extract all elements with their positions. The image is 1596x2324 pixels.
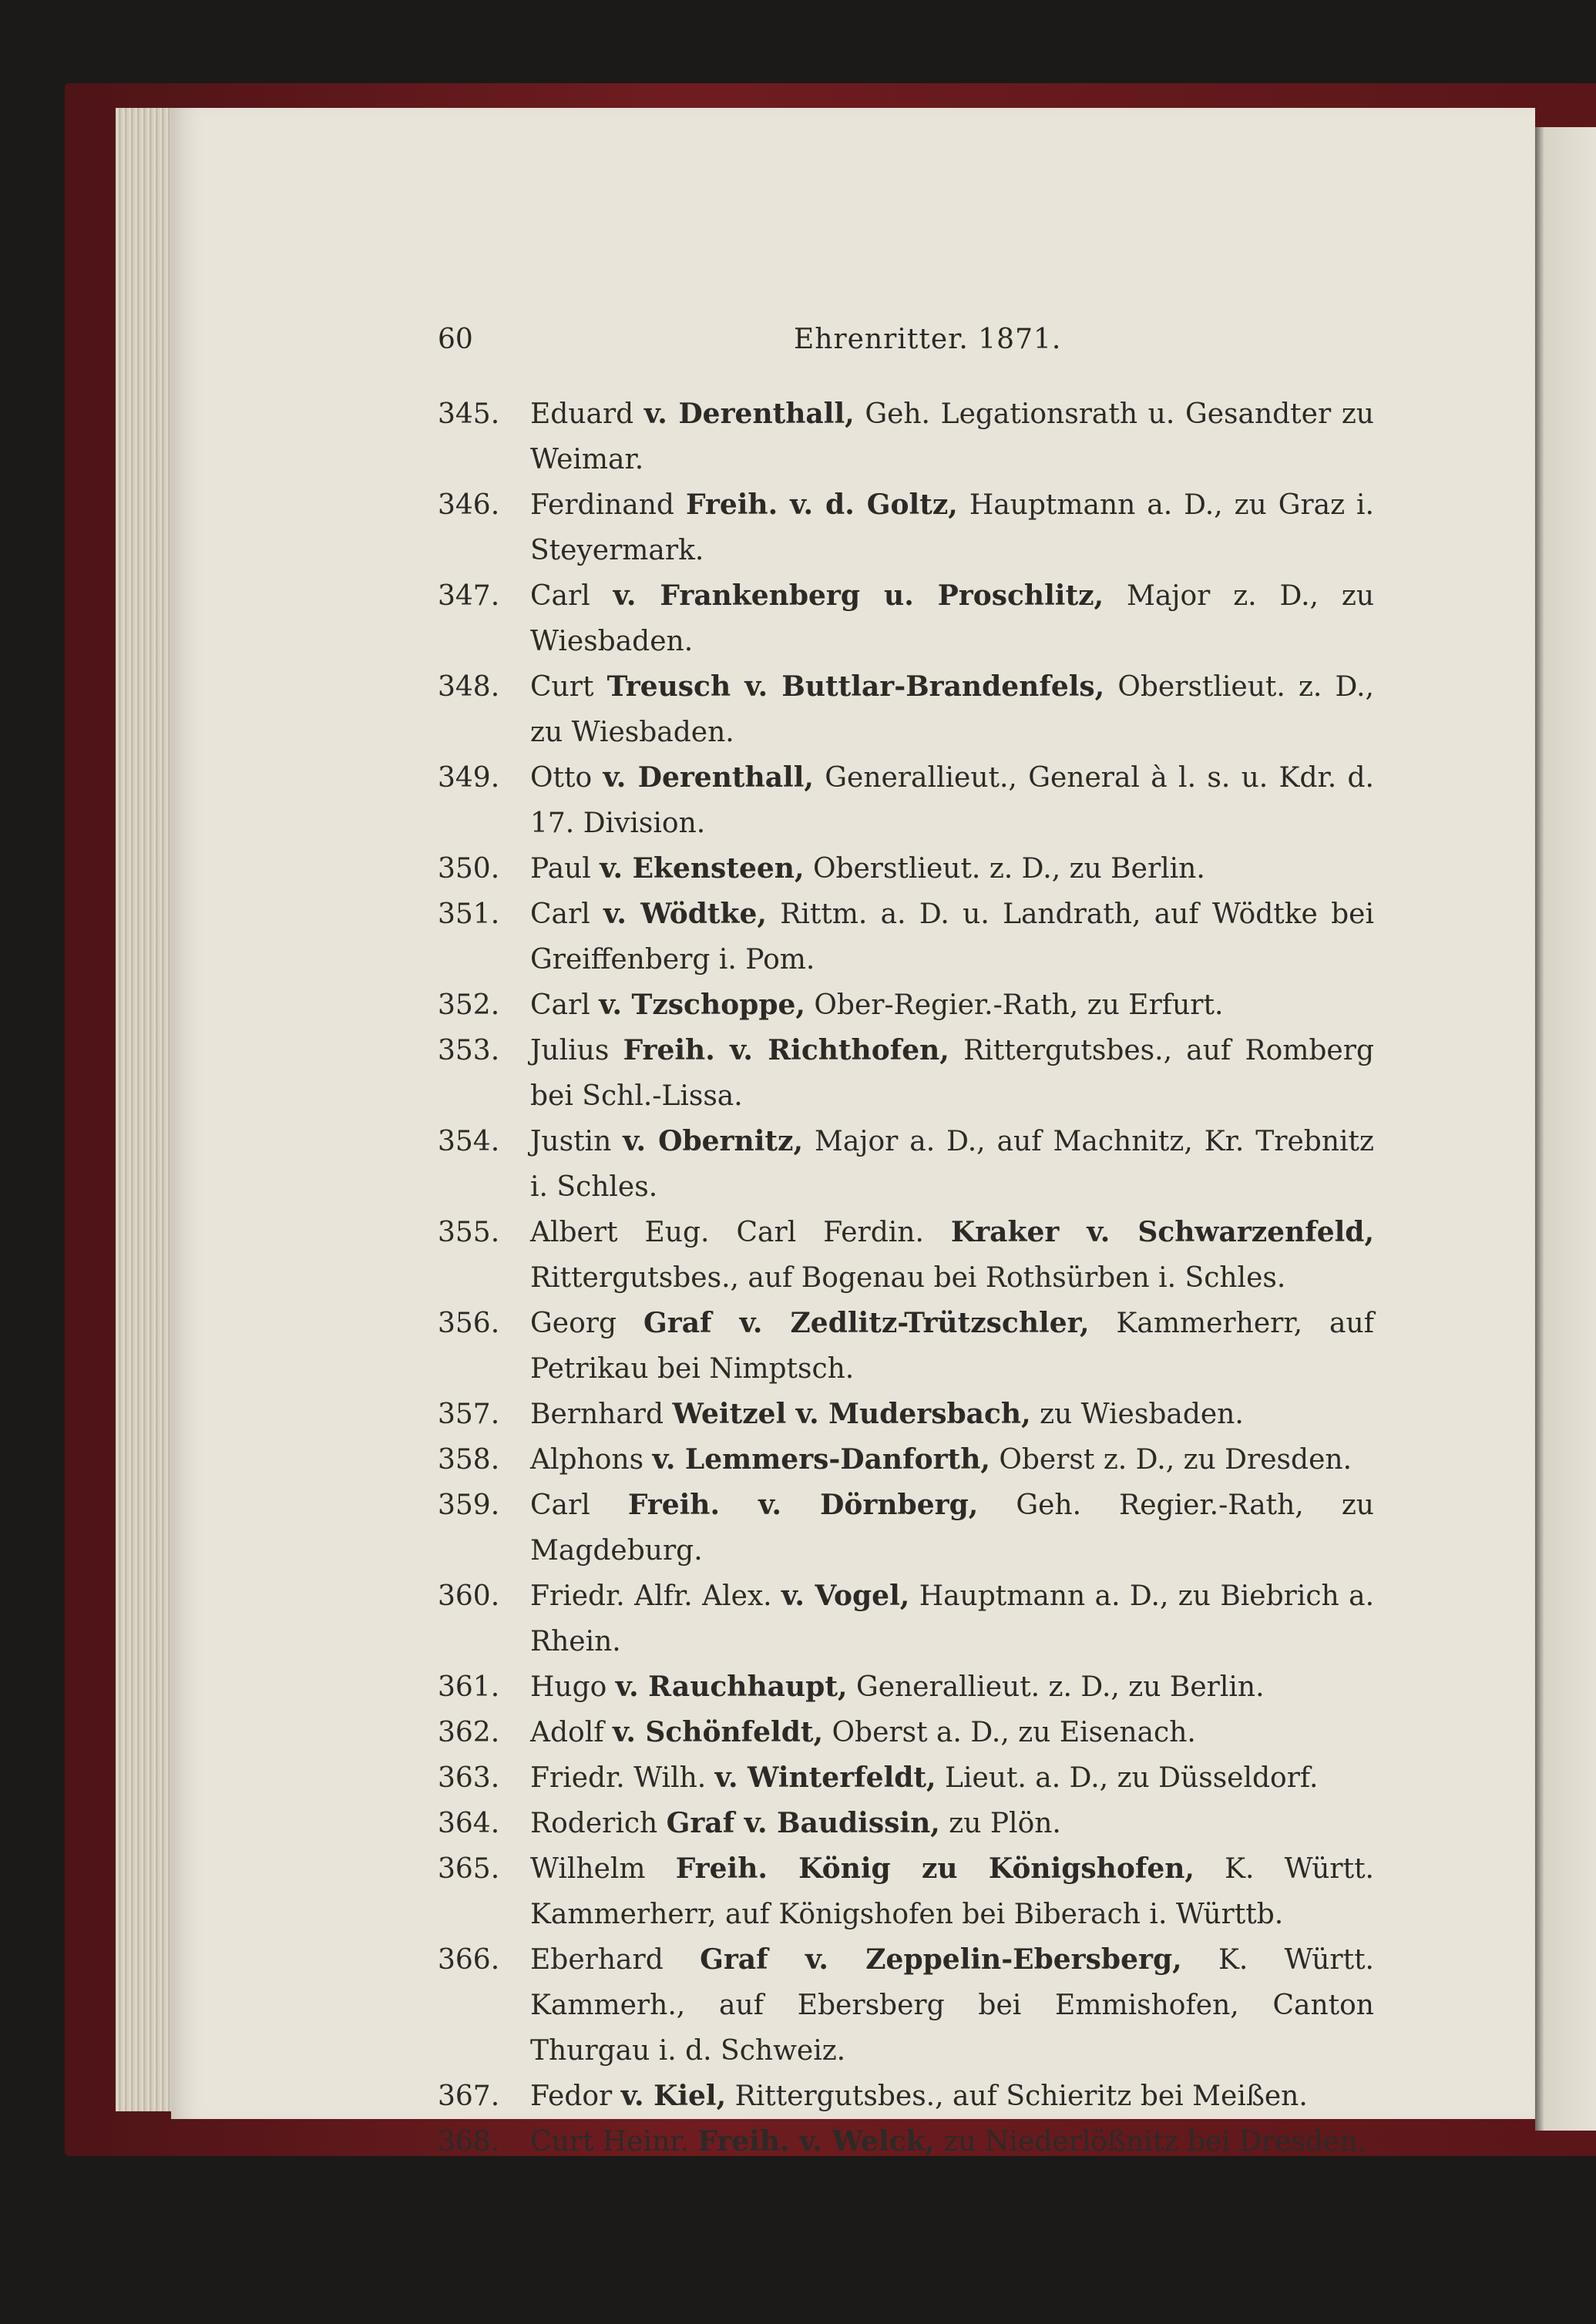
entry-text — [530, 1937, 1374, 2074]
list-item — [0, 846, 1596, 892]
list-item — [0, 391, 1596, 482]
list-item — [0, 1755, 1596, 1801]
given-name: Curt Heinr. — [530, 2126, 689, 2158]
given-name: Carl — [530, 989, 590, 1021]
entry-text — [530, 1710, 1374, 1755]
entry-text — [530, 1392, 1374, 1437]
given-name: Hugo — [530, 1671, 607, 1703]
entry-text — [530, 573, 1374, 664]
given-name: Justin — [530, 1126, 612, 1157]
given-name: Paul — [530, 853, 591, 885]
family-name: v. Lemmers-Danforth, — [652, 1443, 990, 1476]
page-header — [0, 324, 1596, 370]
entry-number: 352. — [438, 989, 500, 1021]
family-name: v. Ekensteen, — [600, 852, 805, 885]
entry-details: Rittm. a. D. u. Landrath, auf Wödtke bei Greiffenberg i. Pom. — [530, 898, 1374, 976]
given-name: Friedr. Wilh. — [530, 1762, 707, 1794]
entry-number: 362. — [438, 1717, 500, 1748]
family-name: v. Derenthall, — [643, 398, 855, 430]
entry-text — [530, 1664, 1374, 1710]
entry-details: Generallieut. z. D., zu Berlin. — [855, 1671, 1265, 1703]
given-name: Friedr. Alfr. Alex. — [530, 1580, 772, 1612]
entry-number: 359. — [438, 1489, 500, 1521]
list-item — [0, 1801, 1596, 1846]
entry-details: Major z. D., zu Wiesbaden. — [530, 580, 1375, 657]
entry-text — [530, 2074, 1374, 2119]
entry-number: 349. — [438, 762, 500, 794]
entry-details: Oberstlieut. z. D., zu Wiesbaden. — [530, 671, 1374, 748]
entry-text — [530, 846, 1374, 892]
entry-text — [530, 391, 1374, 482]
list-item — [0, 1119, 1596, 1210]
entry-number: 355. — [438, 1217, 500, 1248]
entry-details: Oberst z. D., zu Dresden. — [999, 1444, 1352, 1476]
family-name: v. Vogel, — [781, 1580, 910, 1612]
entry-number: 350. — [438, 853, 500, 885]
entry-number: 363. — [438, 1762, 500, 1794]
family-name: Weitzel v. Mudersbach, — [672, 1398, 1031, 1430]
running-title: Ehrenritter. 1871. — [794, 324, 1062, 355]
entry-details: Geh. Legationsrath u. Gesandter zu Weimar. — [530, 398, 1374, 475]
entry-text — [530, 664, 1374, 755]
entry-details: Oberstlieut. z. D., zu Berlin. — [812, 853, 1205, 885]
entry-text — [530, 892, 1374, 982]
given-name: Georg — [530, 1308, 617, 1339]
given-name: Ferdinand — [530, 489, 674, 521]
entry-details: Generallieut., General à l. s. u. Kdr. d. 17. Division. — [530, 762, 1375, 839]
entry-number: 351. — [438, 898, 500, 930]
family-name: Treusch v. Buttlar-Brandenfels, — [606, 670, 1105, 703]
family-name: Graf v. Zeppelin-Ebersberg, — [700, 1943, 1182, 1976]
given-name: Carl — [530, 580, 590, 612]
entry-text — [530, 1573, 1374, 1664]
entry-number: 358. — [438, 1444, 500, 1476]
entry-number: 365. — [438, 1853, 500, 1885]
entry-number: 364. — [438, 1808, 500, 1839]
family-name: Freih. v. Welck, — [697, 2125, 935, 2158]
list-item — [0, 2074, 1596, 2119]
list-item — [0, 1710, 1596, 1755]
list-item — [0, 1028, 1596, 1119]
family-name: Freih. v. Dörnberg, — [627, 1489, 979, 1521]
entry-details: Rittergutsbes., auf Bogenau bei Rothsürben i. Schles. — [530, 1262, 1286, 1294]
given-name: Carl — [530, 898, 590, 930]
family-name: v. Winterfeldt, — [714, 1761, 936, 1794]
family-name: Freih. v. Richthofen, — [623, 1034, 949, 1066]
entry-text — [530, 1210, 1374, 1301]
entry-text — [530, 1028, 1374, 1119]
entry-number: 353. — [438, 1035, 500, 1066]
family-name: v. Wödtke, — [603, 898, 767, 930]
given-name: Wilhelm — [530, 1853, 646, 1885]
list-item — [0, 1392, 1596, 1437]
entry-details: Oberst a. D., zu Eisenach. — [832, 1717, 1196, 1748]
list-item — [0, 1846, 1596, 1937]
entry-details: Rittergutsbes., auf Romberg bei Schl.-Lissa. — [530, 1035, 1374, 1112]
list-item — [0, 573, 1596, 664]
entry-text — [530, 2119, 1374, 2164]
list-item — [0, 892, 1596, 982]
given-name: Roderich — [530, 1808, 658, 1839]
family-name: Graf v. Baudissin, — [666, 1807, 940, 1839]
entry-text — [530, 1846, 1374, 1937]
family-name: v. Rauchhaupt, — [615, 1671, 848, 1703]
list-item — [0, 982, 1596, 1028]
page-number: 60 — [438, 324, 473, 355]
entry-details: Rittergutsbes., auf Schieritz bei Meißen. — [734, 2081, 1308, 2112]
family-name: v. Tzschoppe, — [599, 989, 805, 1021]
entry-list — [0, 391, 1596, 2164]
entry-text — [530, 1119, 1374, 1210]
list-item — [0, 1937, 1596, 2074]
entry-details: K. Württ. Kammerherr, auf Königshofen bei Biberach i. Württb. — [530, 1853, 1374, 1930]
entry-text — [530, 1755, 1374, 1801]
list-item — [0, 1437, 1596, 1483]
list-item — [0, 1210, 1596, 1301]
entry-details: Lieut. a. D., zu Düsseldorf. — [945, 1762, 1319, 1794]
given-name: Otto — [530, 762, 593, 794]
entry-text — [530, 982, 1374, 1028]
entry-details: Geh. Regier.-Rath, zu Magdeburg. — [530, 1489, 1374, 1567]
entry-number: 354. — [438, 1126, 500, 1157]
entry-text — [530, 1437, 1374, 1483]
entry-number: 348. — [438, 671, 500, 703]
given-name: Adolf — [530, 1717, 604, 1748]
entry-number: 366. — [438, 1944, 500, 1976]
entry-details: zu Wiesbaden. — [1040, 1399, 1244, 1430]
entry-details: Major a. D., auf Machnitz, Kr. Trebnitz i. Schles. — [530, 1126, 1374, 1203]
family-name: Freih. König zu Königshofen, — [675, 1852, 1194, 1885]
entry-details: zu Plön. — [949, 1808, 1061, 1839]
entry-details: K. Württ. Kammerh., auf Ebersberg bei Emmishofen, Canton Thurgau i. d. Schweiz. — [530, 1944, 1374, 2067]
family-name: v. Derenthall, — [603, 761, 814, 794]
list-item — [0, 755, 1596, 846]
entry-number: 367. — [438, 2081, 500, 2112]
entry-number: 368. — [438, 2126, 500, 2158]
list-item — [0, 1573, 1596, 1664]
given-name: Curt — [530, 671, 594, 703]
entry-number: 347. — [438, 580, 500, 612]
entry-text — [530, 1483, 1374, 1573]
list-item — [0, 1301, 1596, 1392]
given-name: Albert Eug. Carl Ferdin. — [530, 1217, 924, 1248]
family-name: v. Kiel, — [620, 2080, 727, 2112]
given-name: Fedor — [530, 2081, 613, 2112]
given-name: Carl — [530, 1489, 590, 1521]
entry-number: 356. — [438, 1308, 500, 1339]
family-name: Graf v. Zedlitz-Trützschler, — [643, 1307, 1090, 1339]
given-name: Bernhard — [530, 1399, 664, 1430]
entry-number: 345. — [438, 398, 500, 430]
entry-text — [530, 482, 1374, 573]
family-name: v. Frankenberg u. Proschlitz, — [613, 579, 1104, 612]
entry-number: 346. — [438, 489, 500, 521]
list-item — [0, 2119, 1596, 2164]
list-item — [0, 1664, 1596, 1710]
family-name: v. Obernitz, — [623, 1125, 803, 1157]
entry-number: 361. — [438, 1671, 500, 1703]
family-name: Kraker v. Schwarzenfeld, — [950, 1216, 1374, 1248]
given-name: Eberhard — [530, 1944, 664, 1976]
given-name: Julius — [530, 1035, 610, 1066]
entry-details: Kammerherr, auf Petrikau bei Nimptsch. — [530, 1308, 1374, 1385]
entry-text — [530, 755, 1374, 846]
entry-details: Ober-Regier.-Rath, zu Erfurt. — [814, 989, 1224, 1021]
family-name: Freih. v. d. Goltz, — [685, 489, 958, 521]
list-item — [0, 1483, 1596, 1573]
entry-number: 360. — [438, 1580, 500, 1612]
list-item — [0, 482, 1596, 573]
entry-details: Hauptmann a. D., zu Biebrich a. Rhein. — [530, 1580, 1375, 1657]
given-name: Alphons — [530, 1444, 644, 1476]
family-name: v. Schönfeldt, — [613, 1716, 824, 1748]
entry-details: zu Niederlößnitz bei Dresden. — [943, 2126, 1366, 2158]
given-name: Eduard — [530, 398, 634, 430]
entry-details: Hauptmann a. D., zu Graz i. Steyermark. — [530, 489, 1375, 566]
entry-text — [530, 1801, 1374, 1846]
list-item — [0, 664, 1596, 755]
entry-number: 357. — [438, 1399, 500, 1430]
entry-text — [530, 1301, 1374, 1392]
